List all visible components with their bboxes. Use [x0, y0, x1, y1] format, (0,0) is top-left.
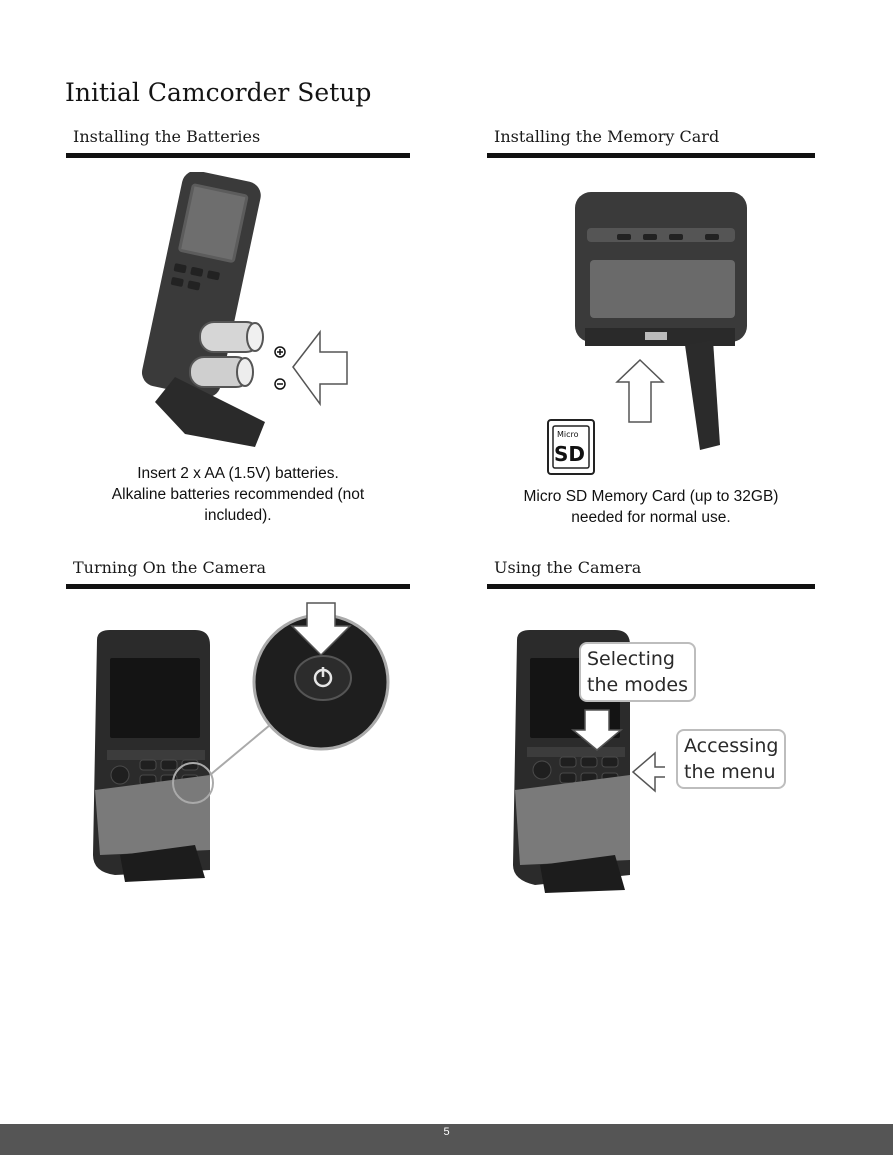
section-heading-using: Using the Camera [494, 558, 642, 577]
sd-logo-big-text: SD [554, 442, 586, 466]
memory-card-install-illustration [545, 190, 755, 475]
section-rule [487, 153, 815, 158]
section-heading-memory-card: Installing the Memory Card [494, 127, 720, 146]
callout-line: the modes [587, 674, 689, 696]
section-heading-power: Turning On the Camera [73, 558, 267, 577]
section-rule [487, 584, 815, 589]
callout-accessing-menu [676, 729, 786, 789]
caption-line: Alkaline batteries recommended (not [111, 486, 365, 503]
power-on-illustration [85, 600, 395, 885]
caption-line: included). [204, 507, 272, 524]
battery-caption [66, 463, 410, 526]
page-title: Initial Camcorder Setup [65, 78, 372, 107]
page-number: 5 [443, 1126, 450, 1138]
caption-line: needed for normal use. [571, 509, 731, 526]
memory-card-caption [487, 486, 815, 528]
section-rule [66, 584, 410, 589]
battery-install-illustration [115, 172, 355, 454]
section-heading-batteries: Installing the Batteries [73, 127, 261, 146]
caption-line: Insert 2 x AA (1.5V) batteries. [137, 465, 339, 482]
section-rule [66, 153, 410, 158]
sd-logo-small-text: Micro [557, 430, 579, 439]
callout-line: Selecting [587, 648, 675, 670]
callout-selecting-modes [579, 642, 696, 702]
callout-line: Accessing [684, 735, 779, 757]
callout-line: the menu [684, 761, 776, 783]
caption-line: Micro SD Memory Card (up to 32GB) [523, 488, 779, 505]
